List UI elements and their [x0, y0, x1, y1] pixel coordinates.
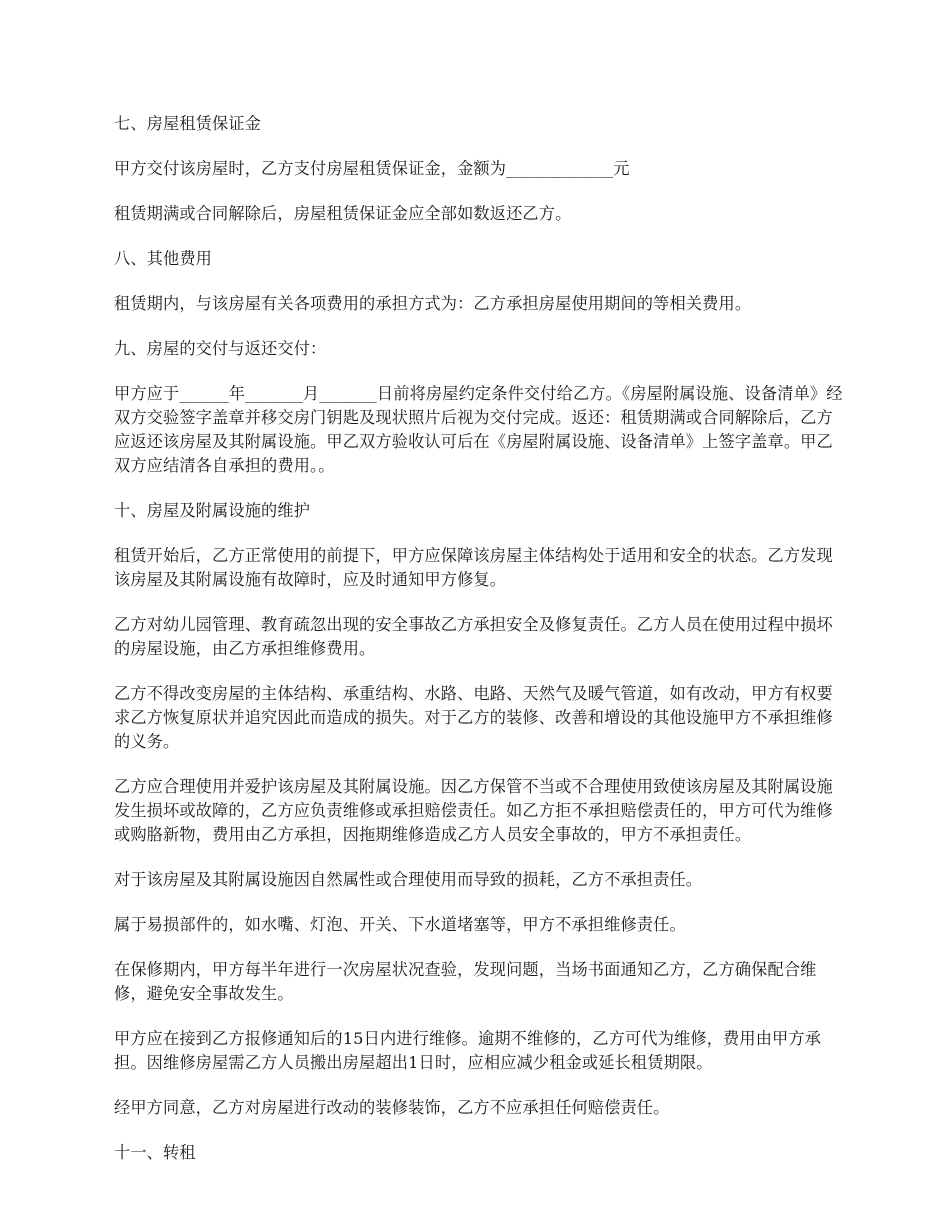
paragraph-maintenance-3: 乙方不得改变房屋的主体结构、承重结构、水路、电路、天然气及暖气管道，如有改动，甲方有权要求乙方恢复原状并追究因此而造成的损失。对于乙方的装修、改善和增设的其他设施甲方不承担维修的义务。	[114, 684, 833, 751]
section-heading-sublease: 十一、转租	[114, 1143, 196, 1162]
paragraph-deposit-amount: 甲方交付该房屋时，乙方支付房屋租赁保证金，金额为_____________元	[114, 159, 630, 178]
section-heading-maintenance: 十、房屋及附属设施的维护	[114, 501, 311, 520]
paragraph-deposit-return: 租赁期满或合同解除后，房屋租赁保证金应全部如数返还乙方。	[114, 204, 572, 223]
paragraph-maintenance-1: 租赁开始后，乙方正常使用的前提下，甲方应保障该房屋主体结构处于适用和安全的状态。乙方发现该房屋及其附属设施有故障时，应及时通知甲方修复。	[114, 546, 833, 589]
paragraph-maintenance-5: 对于该房屋及其附属设施因自然属性或合理使用而导致的损耗，乙方不承担责任。	[114, 870, 703, 889]
document-page	[114, 112, 849, 1186]
section-heading-delivery-return: 九、房屋的交付与返还交付：	[114, 339, 327, 358]
paragraph-maintenance-4: 乙方应合理使用并爱护该房屋及其附属设施。因乙方保管不当或不合理使用致使该房屋及其附属设施发生损坏或故障的，乙方应负责维修或承担赔偿责任。如乙方拒不承担赔偿责任的，甲方可代为维修或购胳新物，费用由乙方承担，因拖期维修造成乙方人员安全事故的，甲方不承担责任。	[114, 777, 833, 844]
paragraph-maintenance-8: 甲方应在接到乙方报修通知后的15日内进行维修。逾期不维修的，乙方可代为维修，费用由甲方承担。因维修房屋需乙方人员搬出房屋超出1日时，应相应减少租金或延长租赁期限。	[114, 1029, 822, 1072]
paragraph-maintenance-2: 乙方对幼儿园管理、教育疏忽出现的安全事故乙方承担安全及修复责任。乙方人员在使用过程中损坏的房屋设施，由乙方承担维修费用。	[114, 615, 833, 658]
paragraph-maintenance-9: 经甲方同意，乙方对房屋进行改动的装修装饰，乙方不应承担任何赔偿责任。	[114, 1098, 670, 1117]
paragraph-maintenance-7: 在保修期内，甲方每半年进行一次房屋状况查验，发现问题，当场书面通知乙方，乙方确保配合维修，避免安全事故发生。	[114, 960, 817, 1003]
paragraph-other-fees: 租赁期内，与该房屋有关各项费用的承担方式为：乙方承担房屋使用期间的等相关费用。	[114, 294, 752, 313]
paragraph-maintenance-6: 属于易损部件的，如水嘴、灯泡、开关、下水道堵塞等，甲方不承担维修责任。	[114, 915, 686, 934]
section-heading-other-fees: 八、其他费用	[114, 249, 213, 268]
section-heading-deposit: 七、房屋租赁保证金	[114, 114, 262, 133]
paragraph-delivery-return: 甲方应于______年_______月_______日前将房屋约定条件交付给乙方。《房屋附属设施、设备清单》经双方交验签字盖章并移交房门钥匙及现状照片后视为交付完成。返还：租赁期满或合同解除后，乙方应返还该房屋及其附属设施。甲乙双方验收认可后在《房屋附属设施、设备清单》上签字盖章。甲乙双方应结清各自承担的费用。。	[114, 384, 843, 475]
